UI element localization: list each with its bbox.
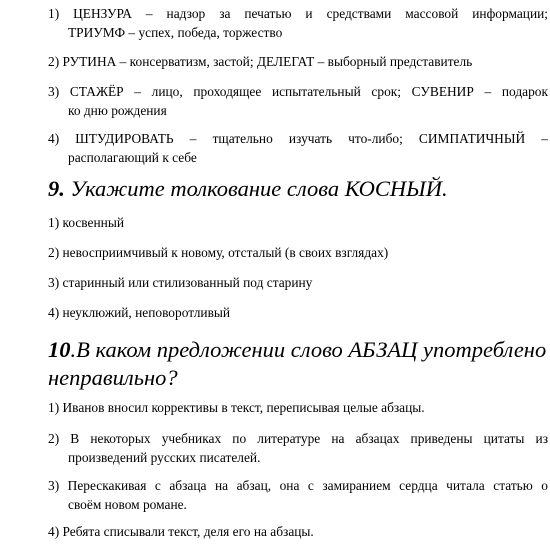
question-9-text: Укажите толкование слова КОСНЫЙ. <box>64 176 448 201</box>
s8-option-2-line1: 2) РУТИНА – консерватизм, застой; ДЕЛЕГАТ – выборный представитель <box>48 54 473 69</box>
q10-option-3 <box>48 476 548 514</box>
q10-option-2-line1: 2) В некоторых учебниках по литературе на абзацах приведены цитаты из <box>48 431 548 446</box>
q10-option-4-line1: 4) Ребята списывали текст, деля его на абзацы. <box>48 524 314 539</box>
question-10-number: 10 <box>48 337 71 362</box>
s8-option-1-line1: 1) ЦЕНЗУРА – надзор за печатью и средствами массовой информации; <box>48 6 548 21</box>
q10-option-3-line1: 3) Перескакивая с абзаца на абзац, она с замиранием сердца читала статью о <box>48 478 548 493</box>
q10-option-3-line2: своём новом романе. <box>68 497 187 512</box>
q10-option-2-line2: произведений русских писателей. <box>68 450 261 465</box>
question-9-heading <box>48 175 448 202</box>
q9-option-1-text: 1) косвенный <box>48 215 124 230</box>
question-10-heading <box>48 336 546 363</box>
q10-option-2 <box>48 429 548 467</box>
q9-option-2 <box>48 243 548 262</box>
s8-option-4-line2: располагающий к себе <box>68 150 197 165</box>
question-9-number: 9. <box>48 176 65 201</box>
s8-option-3 <box>48 82 548 120</box>
q9-option-3 <box>48 273 548 292</box>
q10-option-1 <box>48 398 548 417</box>
question-10-heading-line2 <box>48 364 178 391</box>
s8-option-2 <box>48 52 548 71</box>
q9-option-4-text: 4) неуклюжий, неповоротливый <box>48 305 231 320</box>
question-10-text-line2: неправильно? <box>48 365 178 390</box>
s8-option-1 <box>48 4 548 42</box>
q9-option-1 <box>48 213 548 232</box>
q9-option-2-text: 2) невосприимчивый к новому, отсталый (в своих взглядах) <box>48 245 389 260</box>
s8-option-3-line1: 3) СТАЖЁР – лицо, проходящее испытательный срок; СУВЕНИР – подарок <box>48 84 548 99</box>
q10-option-1-line1: 1) Иванов вносил коррективы в текст, переписывая целые абзацы. <box>48 400 425 415</box>
q9-option-3-text: 3) старинный или стилизованный под старину <box>48 275 313 290</box>
s8-option-3-line2: ко дню рождения <box>68 103 167 118</box>
question-10-text-line1: .В каком предложении слово АБЗАЦ употреблено <box>70 337 547 362</box>
s8-option-4 <box>48 129 548 167</box>
q10-option-4 <box>48 522 548 541</box>
s8-option-4-line1: 4) ШТУДИРОВАТЬ – тщательно изучать что-либо; СИМПАТИЧНЫЙ – <box>48 131 548 146</box>
q9-option-4 <box>48 303 548 322</box>
s8-option-1-line2: ТРИУМФ – успех, победа, торжество <box>68 25 283 40</box>
